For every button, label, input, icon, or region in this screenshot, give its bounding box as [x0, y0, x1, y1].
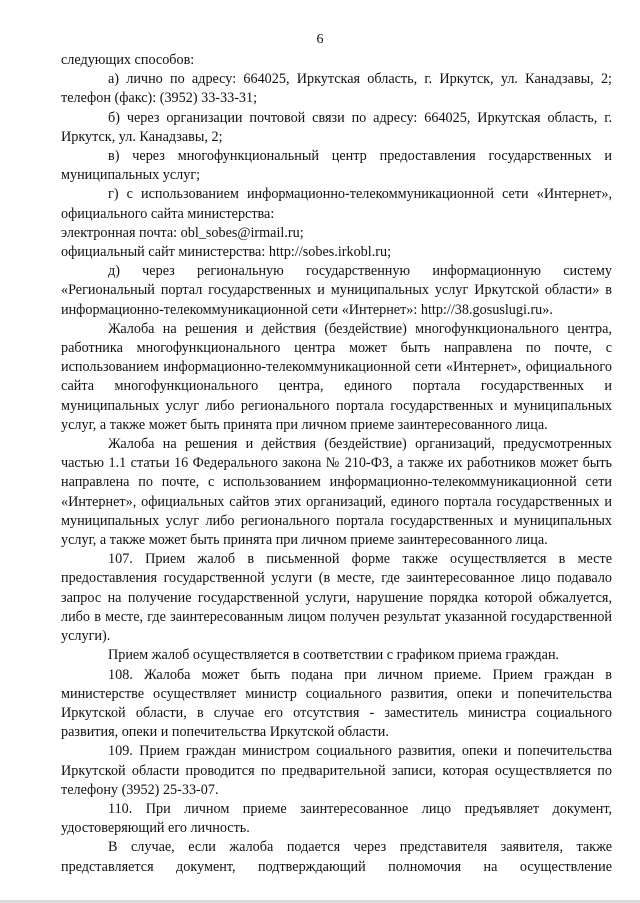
paragraph-organizations-complaint: Жалоба на решения и действия (бездействие) организаций, предусмотренных частью 1.1 статьи 16 Федерального закона № 210-ФЗ, а также их работников может быть направлена по почте, с использованием информационно-телекоммуникационной сети «Интернет», официальных сайтов этих организаций, единого портала государственных и муниципальных услуг либо регионального портала государственных и муниципальных услуг, а также может быть принята при личном приеме заинтересованного лица.	[61, 436, 612, 549]
paragraph-option-b: б) через организации почтовой связи по адресу: 664025, Иркутская область, г. Иркутск, ул. Канадзавы, 2;	[61, 109, 612, 145]
paragraph-representative: В случае, если жалоба подается через представителя заявителя, также представляется документ, подтверждающий полномочия на осуществление	[61, 839, 612, 875]
paragraph-intro: следующих способов:	[61, 52, 195, 68]
paragraph-email: электронная почта: obl_sobes@irmail.ru;	[61, 224, 304, 241]
paragraph-option-e: д) через региональную государственную информационную систему «Региональный портал государственных и муниципальных услуг Иркутской области» в информационно-телекоммуникационной сети «Интернет»: http://38.gosuslugi.ru».	[61, 263, 612, 318]
paragraph-107: 107. Прием жалоб в письменной форме также осуществляется в месте предоставления государственной услуги (в месте, где заинтересованное лицо подавало запрос на получение государственной услуги, нарушение порядка которой обжалуется, либо в месте, где заинтересованным лицом получен результат указанной государственной услуги).	[61, 551, 612, 645]
paragraph-108: 108. Жалоба может быть подана при личном приеме. Прием граждан в министерстве осуществляет министр социального развития, опеки и попечительства Иркутской области, в случае его отсутствия - заместитель министра социального развития, опеки и попечительства Иркутской области.	[61, 666, 612, 741]
paragraph-option-c: в) через многофункциональный центр предоставления государственных и муниципальных услуг;	[61, 148, 612, 184]
document-body	[61, 51, 612, 877]
paragraph-schedule: Прием жалоб осуществляется в соответствии с графиком приема граждан.	[108, 647, 560, 664]
page-number: 6	[316, 32, 324, 47]
paragraph-website: официальный сайт министерства: http://sobes.irkobl.ru;	[61, 244, 392, 261]
paragraph-option-d: г) с использованием информационно-телекоммуникационной сети «Интернет», официального сайта министерства:	[61, 186, 612, 222]
paragraph-110: 110. При личном приеме заинтересованное лицо предъявляет документ, удостоверяющий его личность.	[61, 800, 612, 837]
paragraph-option-a: а) лично по адресу: 664025, Иркутская область, г. Иркутск, ул. Канадзавы, 2; телефон (факс): (3952) 33-33-31;	[61, 71, 612, 107]
paragraph-109: 109. Прием граждан министром социального развития, опеки и попечительства Иркутской области проводится по предварительной записи, которая осуществляется по телефону (3952) 25-33-07.	[61, 743, 612, 798]
paragraph-mfc-complaint: Жалоба на решения и действия (бездействие) многофункционального центра, работника многофункционального центра может быть направлена по почте, с использованием информационно-телекоммуникационной сети «Интернет», официального сайта многофункционального центра, единого портала государственных и муниципальных услуг либо регионального портала государственных и муниципальных услуг, а также может быть принята при личном приеме заинтересованного лица.	[61, 320, 612, 433]
